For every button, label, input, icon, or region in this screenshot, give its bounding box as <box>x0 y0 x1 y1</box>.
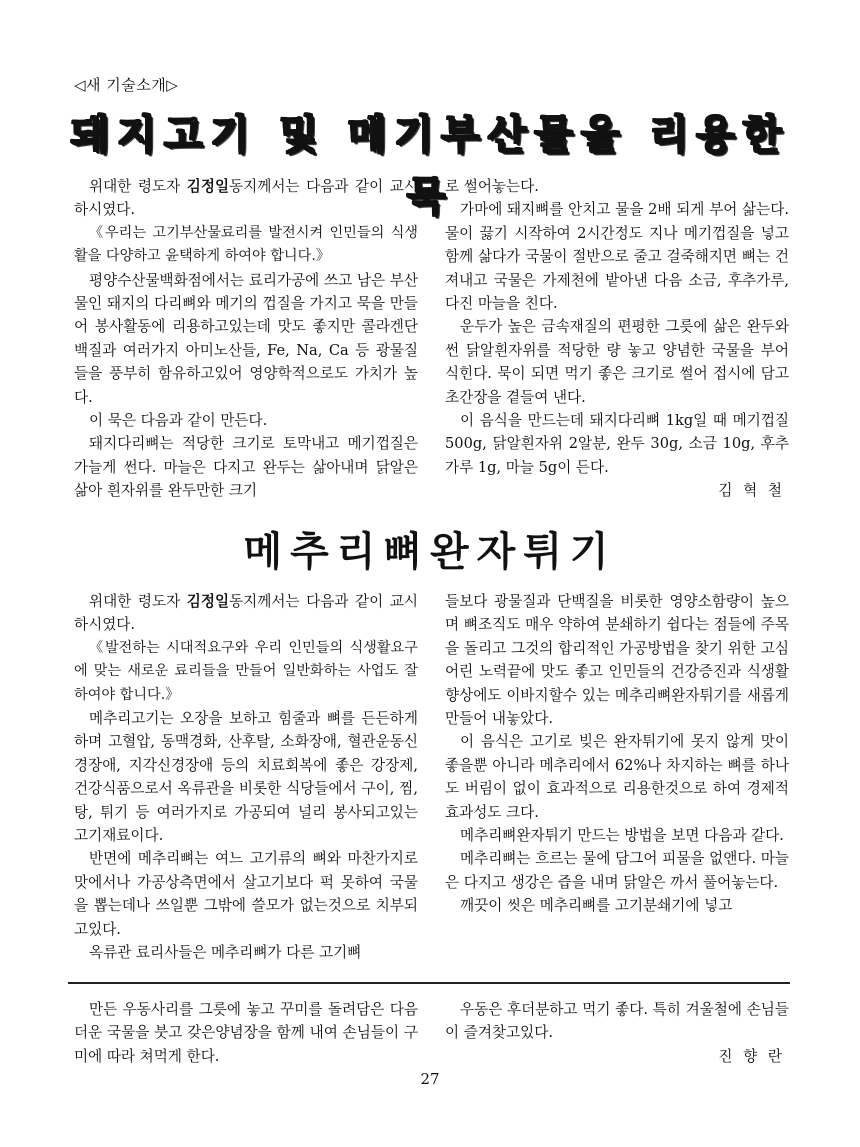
article1-paragraph: 평양수산물백화점에서는 료리가공에 쓰고 남은 부산물인 돼지의 다리뼈와 메기의 껍질을 가지고 묵을 만들어 봉사활동에 리용하고있는데 맛도 좋지만 콜라겐단백질과 여러가지 아미노산들, Fe, Na, Ca 등 광물질들을 풍부히 함유하고있어 영양학적으로도 가치가 높다. <box>74 271 418 406</box>
article3-paragraph: 우동은 후더분하고 먹기 좋다. 특히 겨울철에 손님들이 즐겨찾고있다. <box>445 1001 789 1042</box>
intro-text-end: 동지께서는 다음과 같이 교시하시였다. <box>74 593 418 634</box>
intro-text: 위대한 령도자 <box>89 178 187 195</box>
section-divider <box>68 982 790 984</box>
article1-paragraph: 이 음식을 만드는데 돼지다리뼈 1kg일 때 메기껍질 500g, 닭알흰자위 2알분, 완두 30g, 소금 10g, 후추가루 1g, 마늘 5g이 든다. <box>445 412 789 476</box>
article2-paragraph: 이 음식은 고기로 빚은 완자튀기에 못지 않게 맛이 좋을뿐 아니라 메추리에서 62%나 차지하는 뼈를 하나도 버림이 없이 효과적으로 리용한것으로 하여 경제적효과성도 크다. <box>445 733 789 821</box>
article1-right-column <box>445 175 789 503</box>
leader-name: 김정일 <box>186 178 230 195</box>
article2-right-column <box>445 590 789 918</box>
article2-intro <box>74 590 418 637</box>
article1-paragraph: 로 썰어놓는다. <box>445 178 539 195</box>
article1-author: 김 혁 철 <box>718 482 785 500</box>
article1-quote: 《우리는 고기부산물료리를 발전시켜 인민들의 식생활을 다양하고 윤택하게 하여야 합니다.》 <box>74 224 418 265</box>
article3-right-column <box>445 998 789 1068</box>
article1-paragraph: 가마에 돼지뼈를 안치고 물을 2배 되게 부어 삶는다. 물이 끓기 시작하여 2시간정도 지나 메기껍질을 넣고 함께 삶다가 국물이 절반으로 줄고 걸죽해지면 뼈는 건져내고 국물은 가제천에 밭아낸 다음 소금, 후추가루, 다진 마늘을 친다. <box>445 201 789 313</box>
article1-paragraph: 운두가 높은 금속재질의 편평한 그릇에 삶은 완두와 썬 닭알흰자위를 적당한 량 놓고 양념한 국물을 부어 식힌다. 묵이 되면 먹기 좋은 크기로 썰어 접시에 담고 초간장을 곁들여 낸다. <box>445 318 789 406</box>
article2-paragraph: 메추리뼈완자튀기 만드는 방법을 보면 다음과 같다. <box>460 827 784 845</box>
article2-paragraph: 반면에 메추리뼈는 여느 고기류의 뼈와 마찬가지로 맛에서나 가공상측면에서 살고기보다 퍽 못하여 국물을 뽑는데나 쓰일뿐 그밖에 쓸모가 없는것으로 치부되고있다. <box>74 850 418 938</box>
article1-paragraph: 돼지다리뼈는 적당한 크기로 토막내고 메기껍질은 가늘게 썬다. 마늘은 다지고 완두는 삶아내며 닭알은 삶아 흰자위를 완두만한 크기 <box>74 435 418 500</box>
intro-text: 위대한 령도자 <box>89 593 187 610</box>
article1-title: 돼지고기 및 메기부산물을 리용한 묵 <box>70 112 790 220</box>
article2-title: 메추리뼈완자튀기 <box>243 529 617 575</box>
article1-intro <box>74 175 418 222</box>
article2-paragraph: 들보다 광물질과 단백질을 비롯한 영양소함량이 높으며 뼈조직도 매우 약하여 분쇄하기 쉽다는 점들에 주목을 돌리고 그것의 합리적인 가공방법을 찾기 위한 고심어린 노력끝에 맛도 좋고 인민들의 건강증진과 식생활향상에도 이바지할수 있는 메추리뼈완자튀기를 새롭게 만들어 내놓았다. <box>445 593 789 728</box>
section-label: ◁새 기술소개▷ <box>74 76 179 94</box>
page-number: 27 <box>420 1070 440 1088</box>
article2-quote: 《발전하는 시대적요구와 우리 인민들의 식생활요구에 맞는 새로운 료리들을 만들어 일반화하는 사업도 잘하여야 합니다.》 <box>74 639 418 703</box>
article1-paragraph: 이 묵은 다음과 같이 만든다. <box>89 412 268 430</box>
article2-left-column <box>74 590 418 965</box>
article2-paragraph: 메추리뼈는 흐르는 물에 담그어 피물을 없앤다. 마늘은 다지고 생강은 즙을 내며 닭알은 까서 풀어놓는다. <box>445 850 789 891</box>
leader-name: 김정일 <box>186 593 230 610</box>
article2-paragraph: 메추리고기는 오장을 보하고 힘줄과 뼈를 든든하게 하며 고혈압, 동맥경화, 산후탈, 소화장애, 혈관운동신경장애, 지각신경장애 등의 치료회복에 좋은 강장제, 건강식품으로서 옥류관을 비롯한 식당들에서 구이, 찜, 탕, 튀기 등 여러가지로 가공되여 널리 봉사되고있는 고기재료이다. <box>74 710 418 845</box>
article2-paragraph: 옥류관 료리사들은 메추리뼈가 다른 고기뼈 <box>89 944 362 962</box>
intro-text-end: 동지께서는 다음과 같이 교시하시였다. <box>74 178 418 219</box>
article3-author: 진 향 란 <box>718 1047 785 1065</box>
article2-paragraph: 깨끗이 씻은 메추리뼈를 고기분쇄기에 넣고 <box>460 897 733 915</box>
article3-paragraph: 만든 우동사리를 그릇에 놓고 꾸미를 돌려담은 다음 더운 국물을 붓고 갖은양념장을 함께 내여 손님들이 구미에 따라 쳐먹게 한다. <box>74 1001 418 1065</box>
article3-left-column <box>74 998 418 1068</box>
article1-left-column <box>74 175 418 503</box>
